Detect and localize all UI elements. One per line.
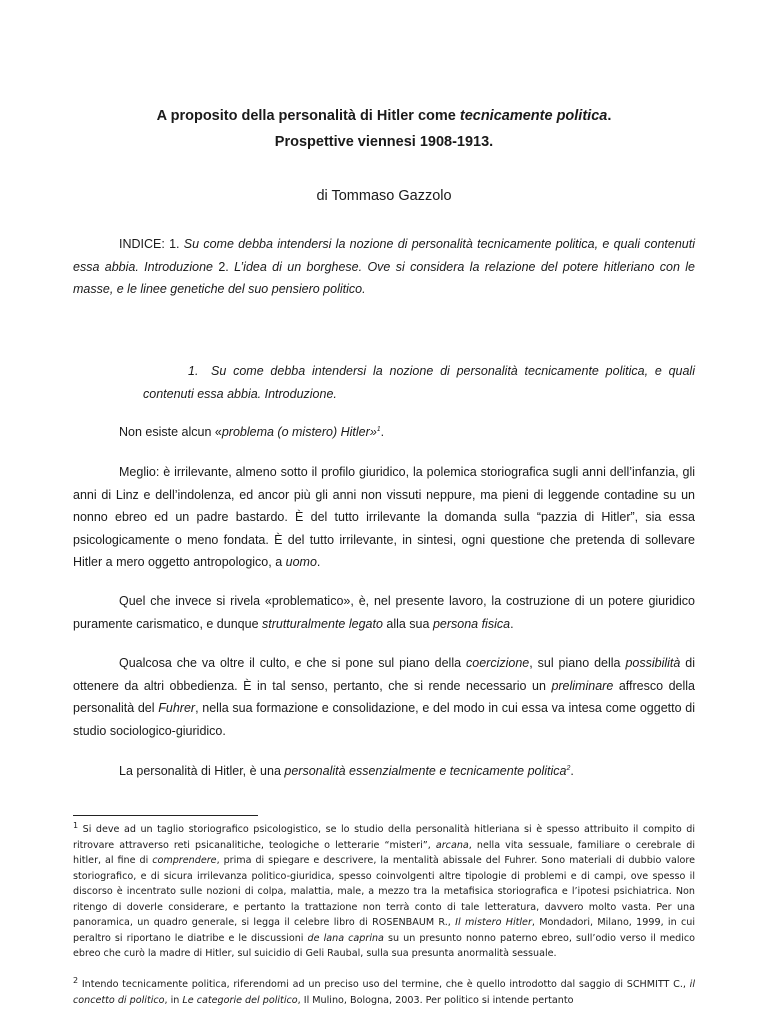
- para-italic: problema (o mistero) Hitler: [221, 425, 370, 439]
- title-italic-text: tecnicamente politica: [459, 108, 608, 124]
- footnote-text: , Mondadori, Milano, 1999, in cui peraltro si riportano le diatribe e le discussioni: [73, 917, 695, 944]
- para-text: Qualcosa che va oltre il culto, e che si pone sul piano della: [119, 656, 466, 670]
- footnote-text: , Il Mulino, Bologna, 2003. Per politico si intende pertanto: [297, 994, 574, 1006]
- footnote-italic: Il mistero Hitler: [455, 917, 532, 928]
- para-text: .: [570, 764, 574, 778]
- index-paragraph: [73, 233, 695, 301]
- para-text: alla sua: [382, 616, 433, 631]
- section-heading: [143, 360, 695, 405]
- footnote-1: [73, 822, 695, 962]
- paragraph-1: [73, 421, 695, 444]
- document-title-line-1: [0, 107, 768, 125]
- footnote-2: [73, 977, 695, 1008]
- para-italic: coercizione: [466, 656, 530, 670]
- footnote-text: , in: [164, 994, 183, 1006]
- para-text: affresco della personalità del: [73, 678, 695, 715]
- footnote-italic: il concetto di politico: [73, 979, 695, 1006]
- para-text: Non esiste alcun «: [119, 425, 222, 439]
- para-text: Quel che invece si rivela «problematico», è, nel presente lavoro, la costruzione di un potere giuridico puramente carismatico, e dunque: [73, 594, 695, 631]
- para-italic: possibilità: [625, 656, 681, 670]
- para-text: di ottenere da altri obbedienza. È in tal senso, pertanto, che si rende necessario un: [73, 656, 695, 693]
- para-italic: personalità essenzialmente e tecnicamente politica: [284, 764, 567, 778]
- para-text: .: [380, 425, 385, 439]
- paragraph-4: [73, 652, 695, 742]
- paragraph-2: [73, 461, 695, 574]
- para-text: , nella sua formazione e consolidazione, e del modo in cui essa va intesa come oggetto di studio sociologico-giuridico.: [73, 701, 696, 738]
- footnote-ref-1[interactable]: 1: [376, 425, 381, 433]
- footnote-separator: [73, 815, 258, 816]
- para-italic: strutturalmente legato: [262, 616, 383, 631]
- author-line: di Tommaso Gazzolo: [316, 188, 452, 204]
- para-italic: preliminare: [551, 678, 614, 693]
- para-text: , sul piano della: [529, 656, 626, 670]
- footnote-italic: comprendere: [152, 855, 217, 866]
- title-period: .: [607, 108, 612, 124]
- section-number: 1.: [188, 364, 199, 378]
- para-italic: »: [369, 425, 377, 439]
- footnote-italic: arcana: [435, 839, 469, 851]
- index-item-1: Su come debba intendersi la nozione di personalità tecnicamente politica, e quali contenuti essa abbia. Introduzione: [73, 237, 695, 274]
- title-text: A proposito della personalità di Hitler come: [156, 108, 460, 124]
- footnote-ref-2[interactable]: 2: [566, 764, 571, 772]
- para-text: Meglio: è irrilevante, almeno sotto il profilo giuridico, la polemica storiografica sugli anni dell’infanzia, gli anni di Linz e dell’indolenza, ed ancor più gli anni non vissuti neppure, ma pieni di leggende contadine su un nonno ebreo ed un padre bastardo. È del tutto irrilevante la domanda sulla “pazzia di Hitler”, sia essa psicologicamente o meno fondata. È del tutto irrilevante, in sintesi, ogni questione che pretenda di sollevare Hitler a mero oggetto antropologico, a: [73, 465, 695, 569]
- para-italic: uomo: [285, 555, 317, 569]
- footnote-number: 2: [73, 975, 79, 985]
- section-heading-text: Su come debba intendersi la nozione di personalità tecnicamente politica, e quali contenuti essa abbia. Introduzione.: [143, 364, 695, 401]
- para-text: La personalità di Hitler, è una: [119, 764, 285, 778]
- document-title-line-2: Prospettive viennesi 1908-1913.: [274, 134, 494, 150]
- paragraph-5: [73, 760, 695, 783]
- para-italic: Fuhrer: [158, 701, 196, 715]
- footnote-italic: Le categorie del politico: [182, 994, 298, 1006]
- index-separator: 2.: [212, 259, 235, 274]
- index-item-2: L’idea di un borghese. Ove si considera la relazione del potere hitleriano con le masse, e le linee genetiche del suo pensiero politico.: [73, 259, 695, 296]
- footnote-italic: de lana caprina: [307, 932, 384, 944]
- paragraph-3: [73, 590, 695, 635]
- footnote-text: , nella vita sessuale, familiare o cerebrale di hitler, al fine di: [73, 839, 695, 866]
- footnote-text: su un presunto nonno paterno ebreo, sull’odio verso il medico ebreo che curò la madre di Hitler, sul suicidio di Geli Raubal, sulla sua presunta anormalità sessuale.: [73, 932, 696, 959]
- footnote-number: 1: [73, 820, 79, 830]
- para-text: .: [316, 555, 321, 569]
- para-italic: persona fisica: [432, 616, 511, 631]
- footnote-text: Si deve ad un taglio storiografico psicologistico, se lo studio della personalità hitleriana si è spesso attribuito il compito di ritrovare attraverso reti psicanalitiche, teologiche o letterarie “misteri”,: [73, 824, 695, 851]
- footnote-text: , prima di spiegare e descrivere, la mentalità abissale del Fuhrer. Sono materiali di dubbio valore storiografico, e di sicura irrilevanza politico-giuridica, spesso coinvolgenti altre tipologie di problemi e di campi, ove spesso il discorso è incentrato sulle nozioni di colpa, malattia, male, a mezzo tra la metafisica storiografica e l’ipotesi psichiatrica. Non ritengo di doverle considerare, e pertanto la trattazione non terrà conto di tale letteratura, davvero molto vasta. Per una panoramica, un quadro generale, si legga il celebre libro di ROSENBAUM R.,: [73, 855, 696, 928]
- para-text: .: [510, 616, 514, 631]
- footnote-text: Intendo tecnicamente politica, riferendomi ad un preciso uso del termine, che è quello introdotto dal saggio di SCHMITT C.,: [78, 979, 690, 990]
- index-label: INDICE: 1.: [119, 237, 184, 251]
